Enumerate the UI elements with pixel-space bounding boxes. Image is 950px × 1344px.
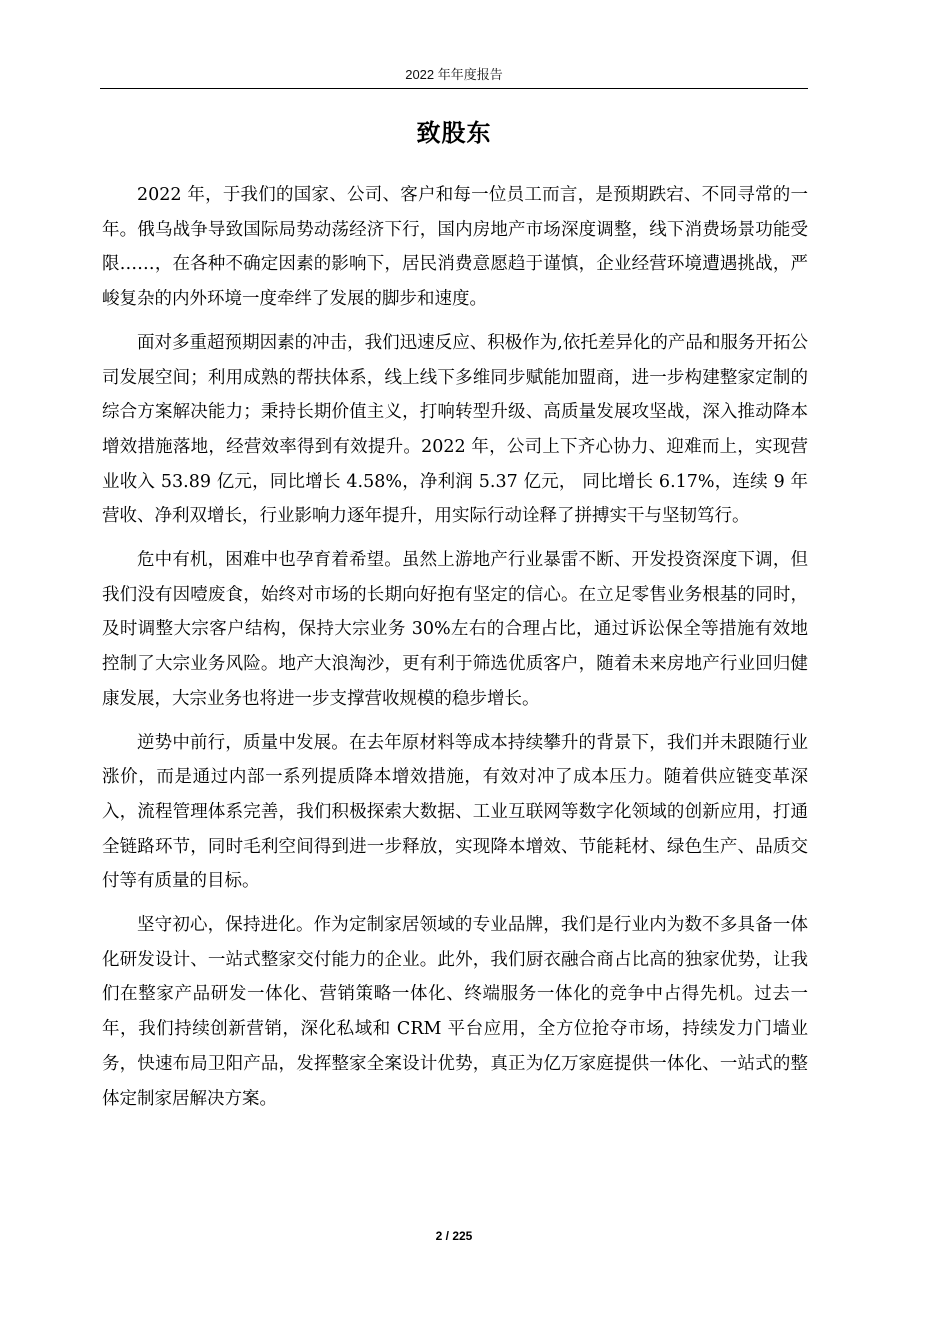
- paragraph-2: 面对多重超预期因素的冲击，我们迅速反应、积极作为,依托差异化的产品和服务开拓公司发展空间；利用成熟的帮扶体系，线上线下多维同步赋能加盟商，进一步构建整家定制的综合方案解决能力；秉持长期价值主义，打响转型升级、高质量发展攻坚战，深入推动降本增效措施落地，经营效率得到有效提升。2022 年，公司上下齐心协力、迎难而上，实现营业收入 53.89 亿元，同比增长 4.58%，净利润 5.37 亿元， 同比增长 6.17%，连续 9 年营收、净利双增长，行业影响力逐年提升，用实际行动诠释了拼搏实干与坚韧笃行。: [102, 332, 808, 527]
- page-number: 2 / 225: [435, 1229, 473, 1243]
- letter-body: [102, 178, 808, 1125]
- paragraph-3: 危中有机，困难中也孕育着希望。虽然上游地产行业暴雷不断、开发投资深度下调，但我们没有因噎废食，始终对市场的长期向好抱有坚定的信心。在立足零售业务根基的同时，及时调整大宗客户结构，保持大宗业务 30%左右的合理占比，通过诉讼保全等措施有效地控制了大宗业务风险。地产大浪淘沙，更有利于筛选优质客户，随着未来房地产行业回归健康发展，大宗业务也将进一步支撑营收规模的稳步增长。: [102, 550, 808, 709]
- page-header: 2022 年年度报告: [405, 67, 503, 82]
- header-divider: [100, 88, 808, 89]
- page-title: 致股东: [416, 119, 492, 147]
- paragraph-5: 坚守初心，保持进化。作为定制家居领域的专业品牌，我们是行业内为数不多具备一体化研发设计、一站式整家交付能力的企业。此外，我们厨衣融合商占比高的独家优势，让我们在整家产品研发一体化、营销策略一体化、终端服务一体化的竞争中占得先机。过去一年，我们持续创新营销，深化私域和 CRM 平台应用，全方位抢夺市场，持续发力门墙业务，快速布局卫阳产品，发挥整家全案设计优势，真正为亿万家庭提供一体化、一站式的整体定制家居解决方案。: [102, 915, 808, 1109]
- paragraph-1: 2022 年，于我们的国家、公司、客户和每一位员工而言，是预期跌宕、不同寻常的一年。俄乌战争导致国际局势动荡经济下行，国内房地产市场深度调整，线下消费场景功能受限……，在各种不确定因素的影响下，居民消费意愿趋于谨慎，企业经营环境遭遇挑战，严峻复杂的内外环境一度牵绊了发展的脚步和速度。: [102, 185, 808, 310]
- paragraph-4: 逆势中前行，质量中发展。在去年原材料等成本持续攀升的背景下，我们并未跟随行业涨价，而是通过内部一系列提质降本增效措施，有效对冲了成本压力。随着供应链变革深入，流程管理体系完善，我们积极探索大数据、工业互联网等数字化领域的创新应用，打通全链路环节，同时毛利空间得到进一步释放，实现降本增效、节能耗材、绿色生产、品质交付等有质量的目标。: [102, 732, 808, 892]
